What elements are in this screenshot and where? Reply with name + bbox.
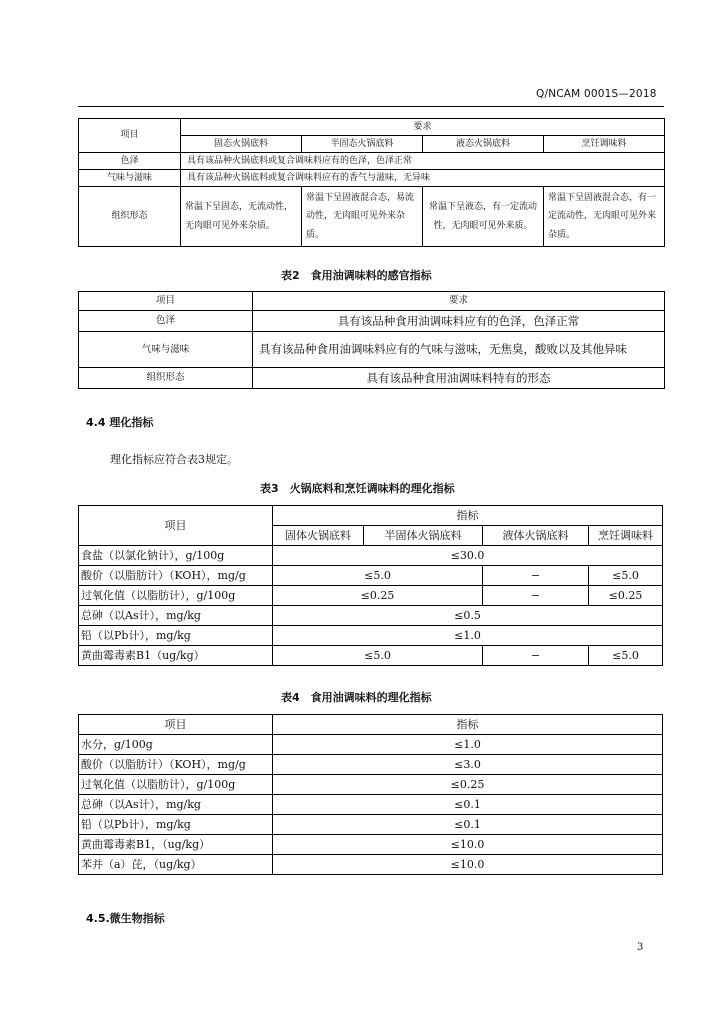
section-4-4-heading: 4.4 理化指标 bbox=[86, 416, 154, 429]
table-hotpot-sensory bbox=[78, 118, 665, 247]
header-rule bbox=[78, 106, 664, 107]
table1-row-label: 气味与滋味 bbox=[79, 170, 181, 187]
table1-org-cell: 常温下呈固液混合态，易流动性，无肉眼可见外来杂质。 bbox=[302, 187, 423, 247]
table4-value: ≤0.1 bbox=[273, 815, 663, 835]
table3-value: ≤5.0 bbox=[273, 566, 483, 586]
table3-value: ≤0.25 bbox=[589, 586, 663, 606]
table1-col-header: 半固态火锅底料 bbox=[302, 136, 423, 153]
table3-value: − bbox=[483, 566, 589, 586]
table2-row-value: 具有该品种食用油调味料特有的形态 bbox=[253, 368, 665, 389]
table3-row-label: 黄曲霉毒素B1（ug/kg） bbox=[79, 646, 273, 666]
table4-value: ≤3.0 bbox=[273, 755, 663, 775]
table3-value: ≤0.25 bbox=[273, 586, 483, 606]
table2-req-header: 要求 bbox=[253, 292, 665, 311]
table3-col-header: 液体火锅底料 bbox=[483, 526, 589, 546]
table3-value: − bbox=[483, 646, 589, 666]
table3-value: ≤5.0 bbox=[589, 566, 663, 586]
table4-row-label: 苯并（a）芘，（ug/kg） bbox=[79, 855, 273, 875]
table2-row-label: 色泽 bbox=[79, 311, 253, 332]
table-oil-sensory bbox=[78, 291, 665, 389]
table2-row-label: 气味与滋味 bbox=[79, 332, 253, 368]
table4-row-label: 黄曲霉毒素B1，（ug/kg） bbox=[79, 835, 273, 855]
table1-org-cell: 常温下呈固液混合态，有一定流动性，无肉眼可见外来杂质。 bbox=[544, 187, 665, 247]
table1-col-header: 烹饪调味料 bbox=[544, 136, 665, 153]
table-oil-physchem bbox=[78, 714, 663, 875]
table3-value: ≤0.5 bbox=[273, 606, 663, 626]
table2-row-label: 组织形态 bbox=[79, 368, 253, 389]
table3-row-label: 铅（以Pb计），mg/kg bbox=[79, 626, 273, 646]
table1-row-value: 具有该品种火锅底料或复合调味料应有的色泽，色泽正常 bbox=[181, 153, 665, 170]
table3-row-label: 酸价（以脂肪计）（KOH），mg/g bbox=[79, 566, 273, 586]
table3-index-header: 指标 bbox=[273, 506, 663, 526]
section-4-5-heading: 4.5.微生物指标 bbox=[86, 912, 165, 925]
table4-value: ≤10.0 bbox=[273, 835, 663, 855]
table-hotpot-physchem bbox=[78, 505, 663, 666]
table4-row-label: 过氧化值（以脂肪计），g/100g bbox=[79, 775, 273, 795]
table1-org-cell: 常温下呈液态，有一定流动性，无肉眼可见外来质。 bbox=[423, 187, 544, 247]
table1-col-header: 液态火锅底料 bbox=[423, 136, 544, 153]
document-code: Q/NCAM 0001S—2018 bbox=[536, 88, 657, 100]
table1-row-value: 具有该品种火锅底料或复合调味料应有的香气与滋味，无异味 bbox=[181, 170, 665, 187]
table2-row-value: 具有该品种食用油调味料应有的色泽，色泽正常 bbox=[253, 311, 665, 332]
table2-item-header: 项目 bbox=[79, 292, 253, 311]
table4-row-label: 水分，g/100g bbox=[79, 735, 273, 755]
table4-caption: 表4 食用油调味料的理化指标 bbox=[281, 691, 432, 704]
table4-value: ≤1.0 bbox=[273, 735, 663, 755]
table3-value: ≤1.0 bbox=[273, 626, 663, 646]
table1-req-header: 要求 bbox=[181, 119, 665, 136]
table1-org-cell: 常温下呈固态，无流动性，无肉眼可见外来杂质。 bbox=[181, 187, 302, 247]
table3-row-label: 食盐（以氯化钠计），g/100g bbox=[79, 546, 273, 566]
table1-col-header: 固态火锅底料 bbox=[181, 136, 302, 153]
table3-value: ≤5.0 bbox=[589, 646, 663, 666]
table4-item-header: 项目 bbox=[79, 715, 273, 735]
table3-value: ≤5.0 bbox=[273, 646, 483, 666]
table3-col-header: 固体火锅底料 bbox=[273, 526, 364, 546]
table4-value: ≤0.1 bbox=[273, 795, 663, 815]
table3-caption: 表3 火锅底料和烹饪调味料的理化指标 bbox=[260, 482, 455, 495]
table3-value: ≤30.0 bbox=[273, 546, 663, 566]
table3-row-label: 总砷（以As计），mg/kg bbox=[79, 606, 273, 626]
table1-row-label: 色泽 bbox=[79, 153, 181, 170]
table3-item-header: 项目 bbox=[79, 506, 273, 546]
table3-col-header: 烹饪调味料 bbox=[589, 526, 663, 546]
table4-row-label: 铅（以Pb计），mg/kg bbox=[79, 815, 273, 835]
table4-value: ≤10.0 bbox=[273, 855, 663, 875]
table1-org-label: 组织形态 bbox=[79, 187, 181, 247]
table3-col-header: 半固体火锅底料 bbox=[364, 526, 483, 546]
table2-caption: 表2 食用油调味料的感官指标 bbox=[281, 269, 432, 282]
table1-item-header: 项目 bbox=[79, 119, 181, 153]
table4-value: ≤0.25 bbox=[273, 775, 663, 795]
table3-value: − bbox=[483, 586, 589, 606]
table4-row-label: 酸价（以脂肪计）（KOH），mg/g bbox=[79, 755, 273, 775]
table3-row-label: 过氧化值（以脂肪计），g/100g bbox=[79, 586, 273, 606]
table4-index-header: 指标 bbox=[273, 715, 663, 735]
table4-row-label: 总砷（以As计），mg/kg bbox=[79, 795, 273, 815]
table2-row-value: 具有该品种食用油调味料应有的气味与滋味，无焦臭，酸败以及其他异味 bbox=[253, 332, 665, 368]
section-4-4-paragraph: 理化指标应符合表3规定。 bbox=[110, 453, 238, 466]
page-number: 3 bbox=[637, 942, 644, 953]
